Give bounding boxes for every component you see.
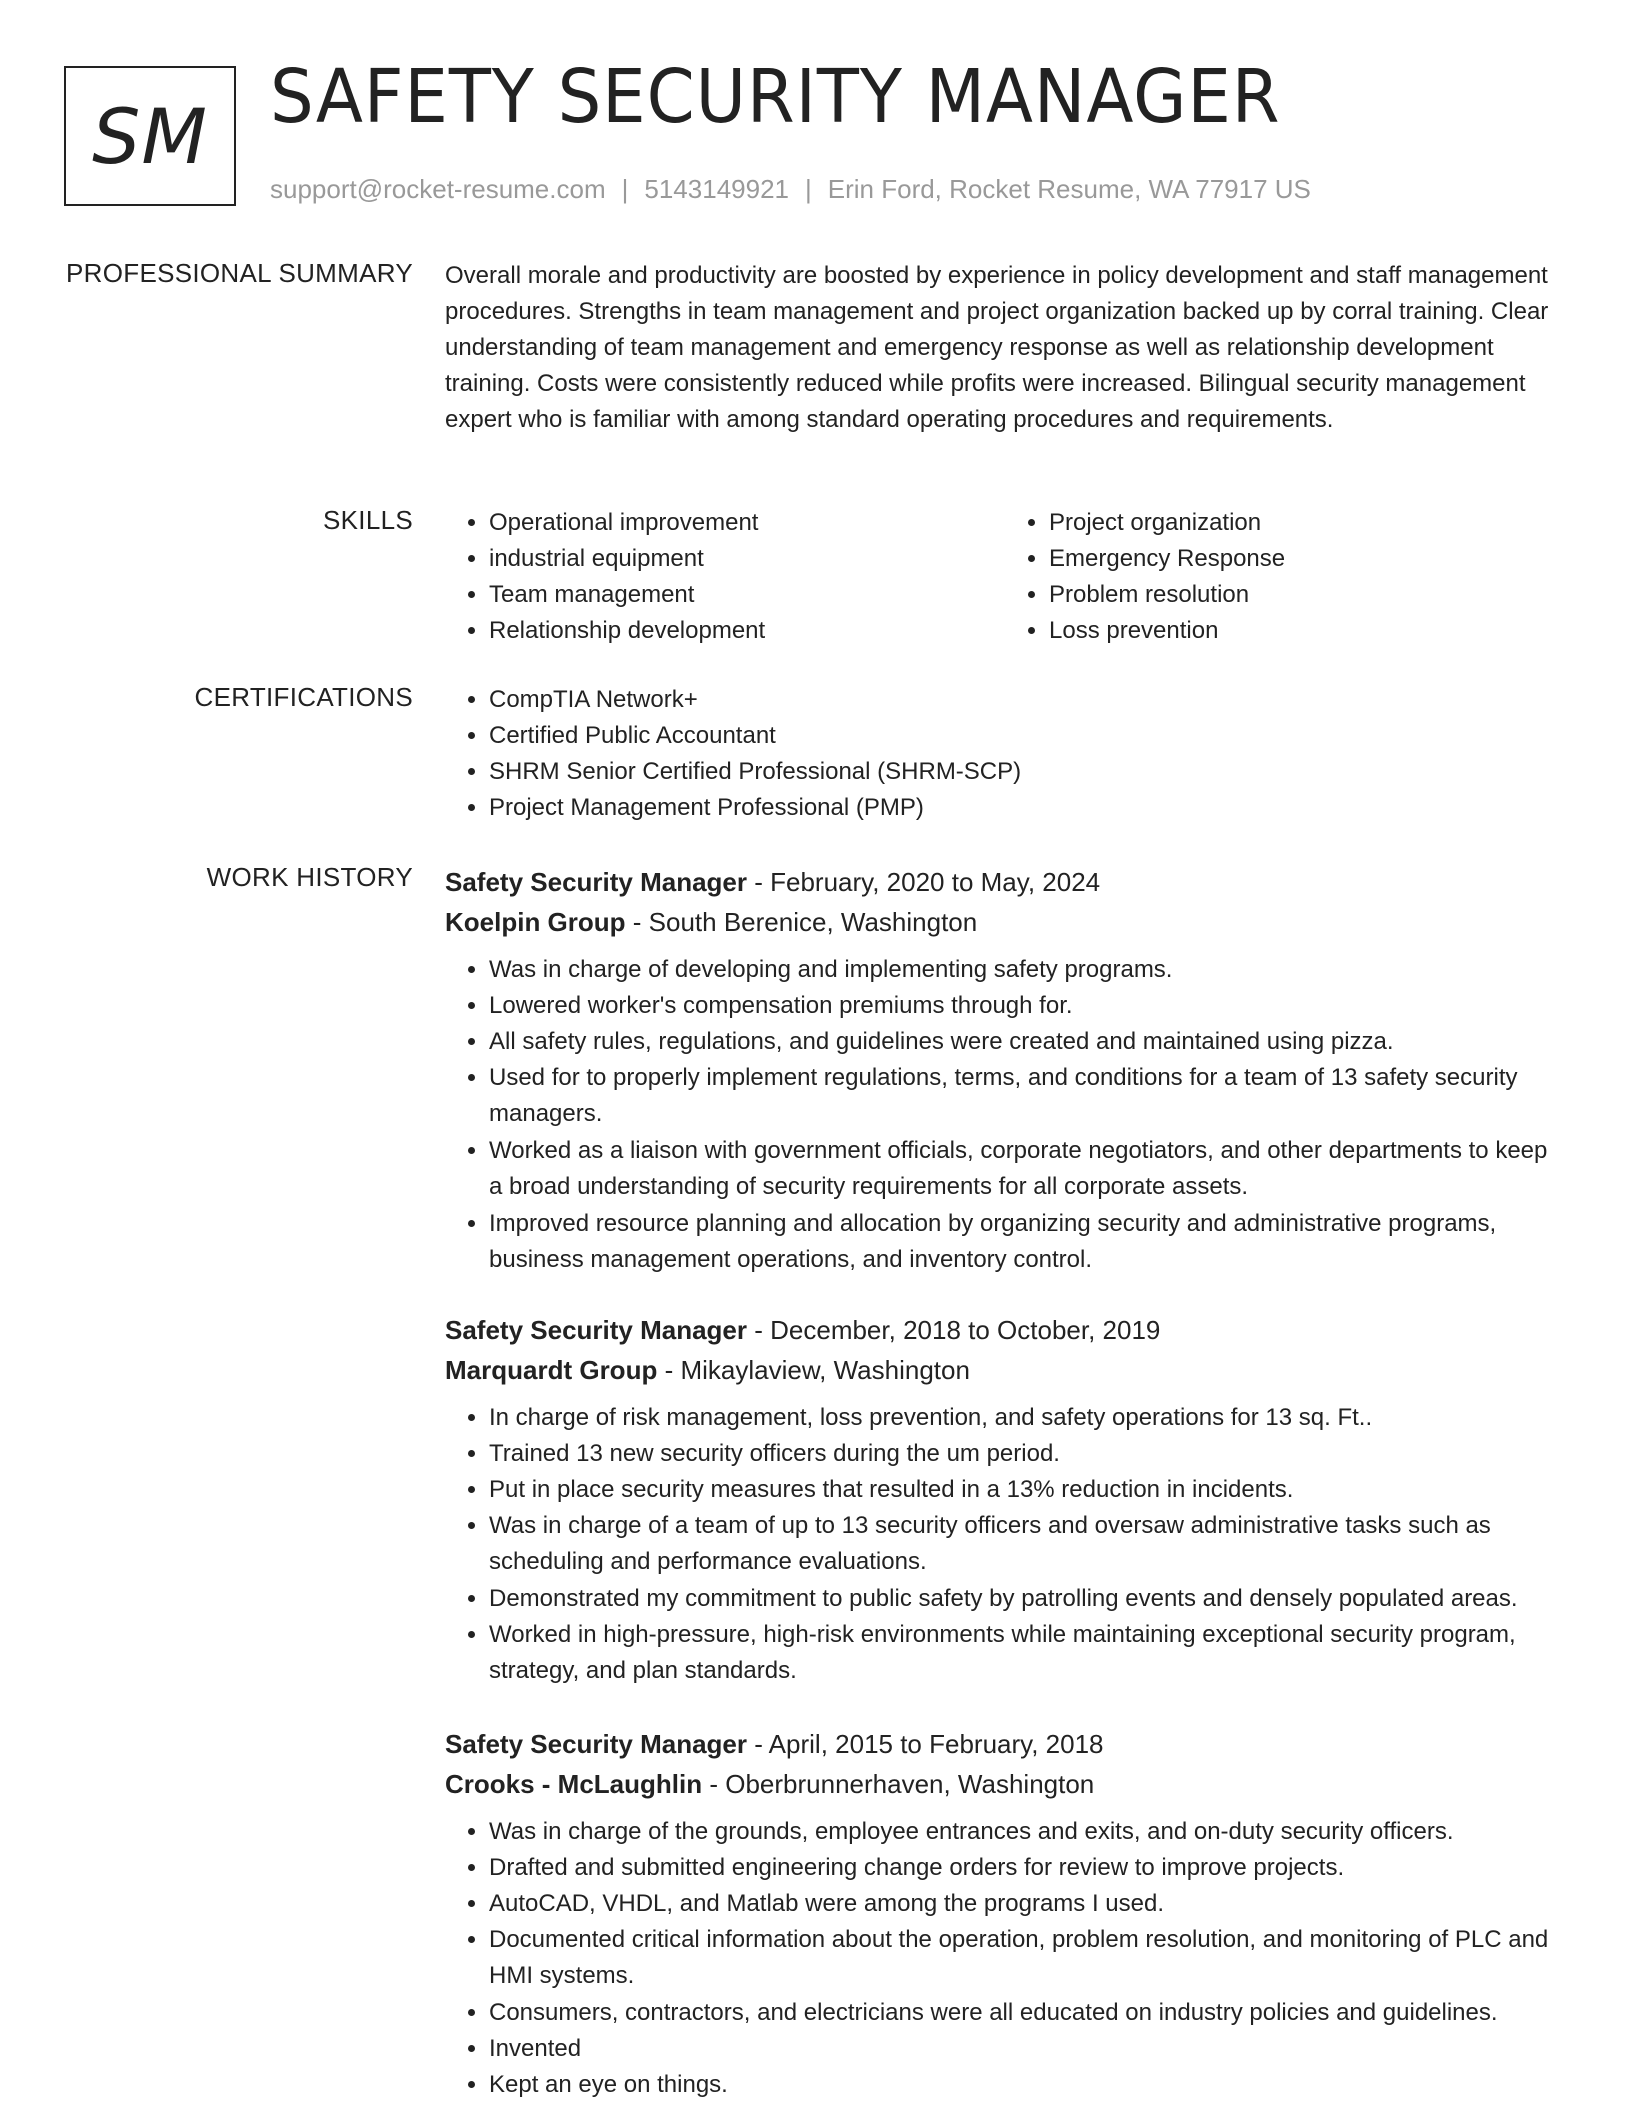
job-company: Crooks - McLaughlin — [445, 1769, 703, 1799]
resume-title: SAFETY SECURITY MANAGER — [270, 54, 1281, 140]
contact-address: Erin Ford, Rocket Resume, WA 77917 US — [827, 174, 1311, 204]
job-company-line — [445, 902, 1565, 942]
contact-phone[interactable]: 5143149921 — [644, 174, 789, 204]
job-dates: - February, 2020 to May, 2024 — [747, 867, 1101, 897]
job-company-line — [445, 1350, 1565, 1390]
skills-list-left — [445, 505, 1005, 649]
job-entry — [445, 862, 1565, 1278]
job-location: - Mikaylaview, Washington — [657, 1355, 970, 1385]
job-company-line — [445, 1764, 1565, 1804]
job-bullet: • Improved resource planning and allocation by organizing security and administrative programs, business management operations, and inventory control. — [489, 1206, 1565, 1278]
job-bullet: • Lowered worker's compensation premiums through for. — [489, 988, 1565, 1024]
job-bullet: • Was in charge of the grounds, employee entrances and exits, and on-duty security officers. — [489, 1814, 1565, 1850]
job-title: Safety Security Manager — [445, 1315, 748, 1345]
certification-item: • Project Management Professional (PMP) — [489, 790, 1565, 826]
certifications-list — [445, 682, 1565, 826]
job-bullet: • Drafted and submitted engineering change orders for review to improve projects. — [489, 1850, 1565, 1886]
section-label-summary: PROFESSIONAL SUMMARY — [66, 258, 413, 288]
job-title-line — [445, 1310, 1565, 1350]
skill-item: • Emergency Response — [1049, 541, 1565, 577]
section-label-skills: SKILLS — [323, 505, 413, 535]
job-bullet: • Consumers, contractors, and electricians were all educated on industry policies and guidelines. — [489, 1995, 1565, 2031]
job-company: Marquardt Group — [445, 1355, 658, 1385]
job-bullets — [445, 1814, 1565, 2103]
contact-separator: | — [621, 174, 629, 204]
job-bullet: • Invented — [489, 2031, 1565, 2067]
job-bullets — [445, 952, 1565, 1278]
job-bullet: • Worked in high-pressure, high-risk environments while maintaining exceptional security program, strategy, and plan standards. — [489, 1617, 1565, 1689]
job-location: - South Berenice, Washington — [625, 907, 978, 937]
skill-item: • Relationship development — [489, 613, 1005, 649]
job-title: Safety Security Manager — [445, 867, 748, 897]
skills-list-right — [1005, 505, 1565, 649]
skill-item: • Problem resolution — [1049, 577, 1565, 613]
skill-item: • Loss prevention — [1049, 613, 1565, 649]
job-bullet: • In charge of risk management, loss prevention, and safety operations for 13 sq. Ft.. — [489, 1400, 1565, 1436]
job-bullet: • AutoCAD, VHDL, and Matlab were among the programs I used. — [489, 1886, 1565, 1922]
job-bullet: • Was in charge of developing and implementing safety programs. — [489, 952, 1565, 988]
contact-email[interactable]: support@rocket-resume.com — [270, 174, 606, 204]
contact-line — [270, 174, 1311, 205]
job-dates: - April, 2015 to February, 2018 — [747, 1729, 1104, 1759]
job-title-line — [445, 862, 1565, 902]
job-company: Koelpin Group — [445, 907, 626, 937]
job-bullet: • All safety rules, regulations, and guidelines were created and maintained using pizza. — [489, 1024, 1565, 1060]
job-bullet: • Demonstrated my commitment to public safety by patrolling events and densely populated areas. — [489, 1581, 1565, 1617]
section-label-certifications: CERTIFICATIONS — [194, 682, 413, 712]
skill-item: • Project organization — [1049, 505, 1565, 541]
job-title: Safety Security Manager — [445, 1729, 748, 1759]
job-title-line — [445, 1724, 1565, 1764]
job-location: - Oberbrunnerhaven, Washington — [702, 1769, 1095, 1799]
job-bullet: • Worked as a liaison with government officials, corporate negotiators, and other departments to keep a broad understanding of security requirements for all corporate assets. — [489, 1133, 1565, 1205]
contact-separator: | — [805, 174, 812, 204]
job-bullet: • Put in place security measures that resulted in a 13% reduction in incidents. — [489, 1472, 1565, 1508]
certification-item: • SHRM Senior Certified Professional (SHRM-SCP) — [489, 754, 1565, 790]
section-label-work-history: WORK HISTORY — [206, 862, 413, 892]
job-bullet: • Was in charge of a team of up to 13 security officers and oversaw administrative tasks such as scheduling and performance evaluations. — [489, 1508, 1565, 1580]
job-dates: - December, 2018 to October, 2019 — [747, 1315, 1161, 1345]
job-bullet: • Used for to properly implement regulations, terms, and conditions for a team of 13 safety security managers. — [489, 1060, 1565, 1132]
certification-item: • Certified Public Accountant — [489, 718, 1565, 754]
certification-item: • CompTIA Network+ — [489, 682, 1565, 718]
job-bullets — [445, 1400, 1565, 1689]
monogram-initials: SM — [92, 91, 208, 181]
job-bullet: • Kept an eye on things. — [489, 2067, 1565, 2103]
job-entry — [445, 1310, 1565, 1690]
job-bullet: • Trained 13 new security officers during the um period. — [489, 1436, 1565, 1472]
job-entry — [445, 1724, 1565, 2103]
skill-item: • industrial equipment — [489, 541, 1005, 577]
job-bullet: • Documented critical information about the operation, problem resolution, and monitoring of PLC and HMI systems. — [489, 1922, 1565, 1994]
summary-text: Overall morale and productivity are boosted by experience in policy development and staff management procedures. Strengths in team management and project organization backed up by corral training. Clear understanding of team management and emergency response as well as relationship development training. Costs were consistently reduced while profits were increased. Bilingual security management expert who is familiar with among standard operating procedures and requirements. — [445, 262, 1549, 433]
monogram-box — [64, 66, 236, 206]
skill-item: • Operational improvement — [489, 505, 1005, 541]
skill-item: • Team management — [489, 577, 1005, 613]
